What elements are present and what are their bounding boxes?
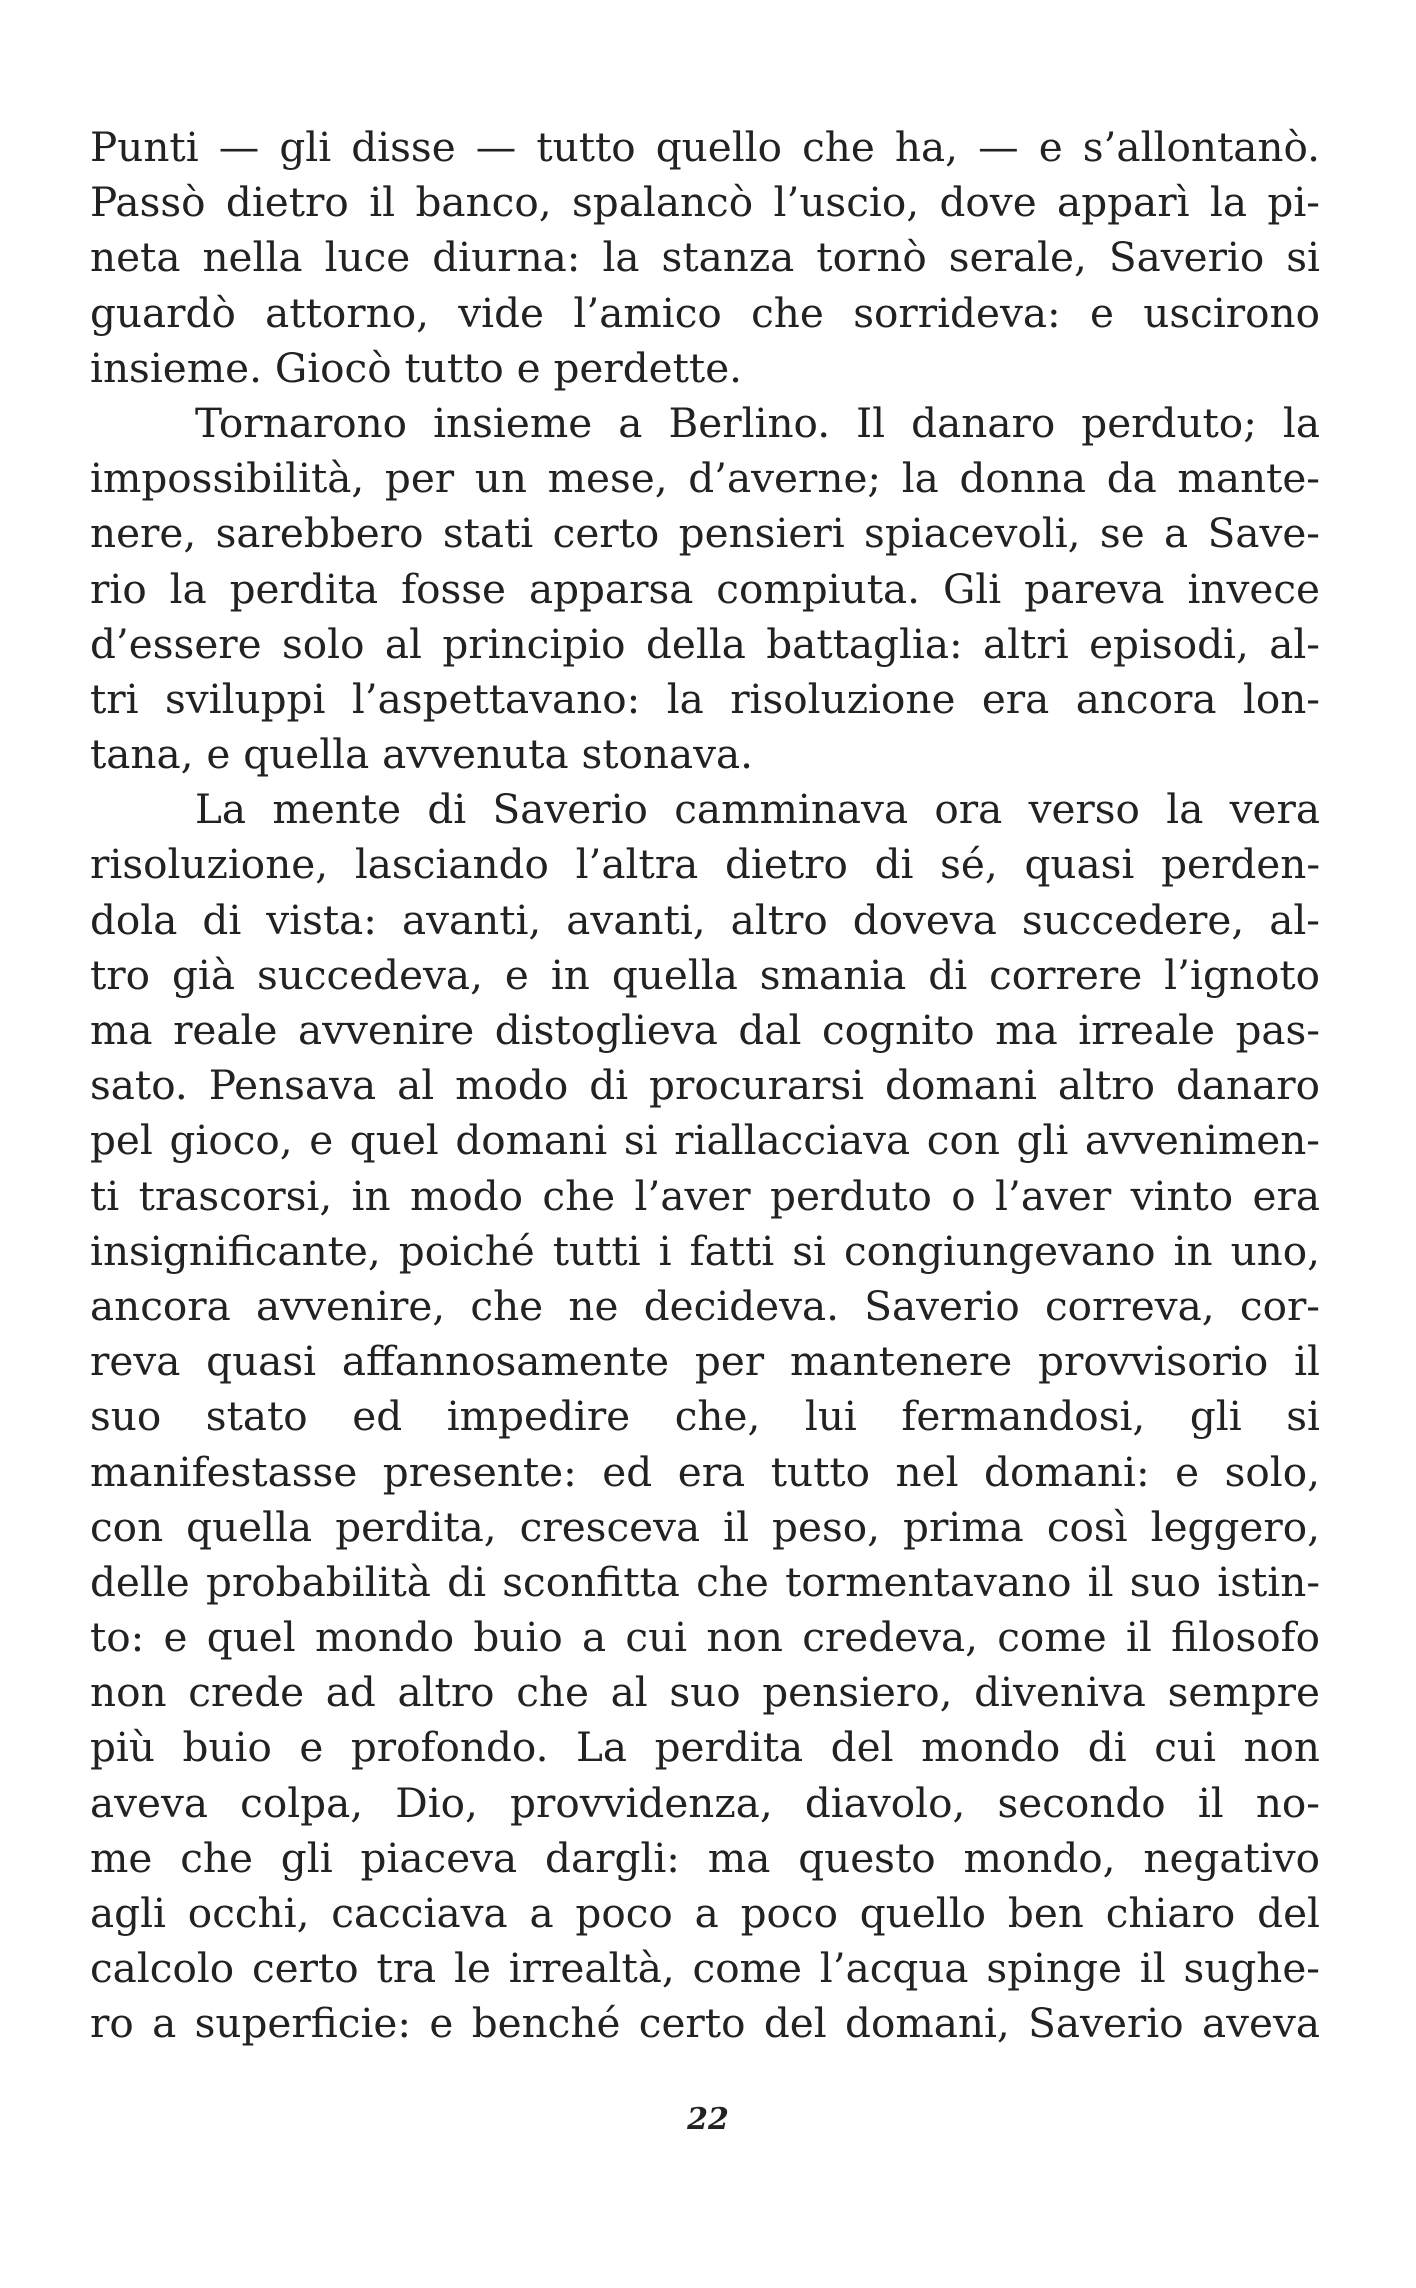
text-line: reva quasi affannosamente per mantenere provvisorio il — [90, 1337, 1320, 1386]
text-line: tri sviluppi l’aspettavano: la risoluzione era ancora lon- — [90, 674, 1320, 723]
text-line: me che gli piaceva dargli: ma questo mondo, negativo — [90, 1833, 1320, 1882]
text-line: aveva colpa, Dio, provvidenza, diavolo, secondo il no- — [90, 1778, 1320, 1827]
text-line: ma reale avvenire distoglieva dal cognito ma irreale pas- — [90, 1006, 1320, 1054]
text-line: Passò dietro il banco, spalancò l’uscio, dove apparì la pi- — [90, 178, 1320, 227]
text-line: nere, sarebbero stati certo pensieri spiacevoli, se a Save- — [90, 509, 1320, 558]
text-line: ancora avvenire, che ne decideva. Saverio correva, cor- — [90, 1281, 1320, 1330]
text-line: tro già succedeva, e in quella smania di correre l’ignoto — [90, 950, 1320, 999]
text-line: to: e quel mondo buio a cui non credeva, come il filosofo — [90, 1613, 1320, 1662]
text-line: guardò attorno, vide l’amico che sorrideva: e uscirono — [90, 288, 1320, 337]
text-line: La mente di Saverio camminava ora verso la vera — [195, 785, 1320, 834]
text-line: suo stato ed impedire che, lui fermandosi, gli si — [90, 1392, 1320, 1441]
text-line: insignificante, poiché tutti i fatti si congiungevano in uno, — [90, 1226, 1320, 1275]
text-line: sato. Pensava al modo di procurarsi domani altro danaro — [90, 1061, 1320, 1110]
text-line: più buio e profondo. La perdita del mondo di cui non — [90, 1723, 1320, 1772]
text-line: impossibilità, per un mese, d’averne; la donna da mante- — [90, 454, 1320, 503]
text-line: rio la perdita fosse apparsa compiuta. Gli pareva invece — [90, 564, 1320, 613]
text-line: tana, e quella avvenuta stonava. — [90, 730, 754, 779]
text-line: manifestasse presente: ed era tutto nel domani: e solo, — [90, 1447, 1320, 1496]
text-line: pel gioco, e quel domani si riallacciava con gli avvenimen- — [90, 1116, 1320, 1165]
body-text — [90, 120, 1320, 2052]
text-line: neta nella luce diurna: la stanza tornò serale, Saverio si — [90, 233, 1320, 282]
text-line: Punti — gli disse — tutto quello che ha, — e s’allontanò. — [90, 123, 1320, 171]
text-line: ti trascorsi, in modo che l’aver perduto o l’aver vinto era — [90, 1171, 1320, 1220]
text-line: dola di vista: avanti, avanti, altro doveva succedere, al- — [90, 895, 1320, 944]
text-line: agli occhi, cacciava a poco a poco quello ben chiaro del — [90, 1889, 1320, 1937]
text-line: calcolo certo tra le irrealtà, come l’acqua spinge il sughe- — [90, 1944, 1320, 1993]
text-line: Tornarono insieme a Berlino. Il danaro perduto; la — [195, 398, 1320, 447]
text-line: con quella perdita, cresceva il peso, prima così leggero, — [90, 1502, 1320, 1551]
text-line: non crede ad altro che al suo pensiero, diveniva sempre — [90, 1668, 1320, 1717]
text-line: ro a superficie: e benché certo del domani, Saverio aveva — [90, 1999, 1320, 2048]
text-line: risoluzione, lasciando l’altra dietro di sé, quasi perden- — [90, 840, 1320, 889]
text-line: d’essere solo al principio della battaglia: altri episodi, al- — [90, 619, 1320, 668]
page-number: 22 — [687, 2102, 729, 2137]
text-line: delle probabilità di sconfitta che tormentavano il suo istin- — [90, 1557, 1320, 1606]
text-line: insieme. Giocò tutto e perdette. — [90, 343, 743, 392]
